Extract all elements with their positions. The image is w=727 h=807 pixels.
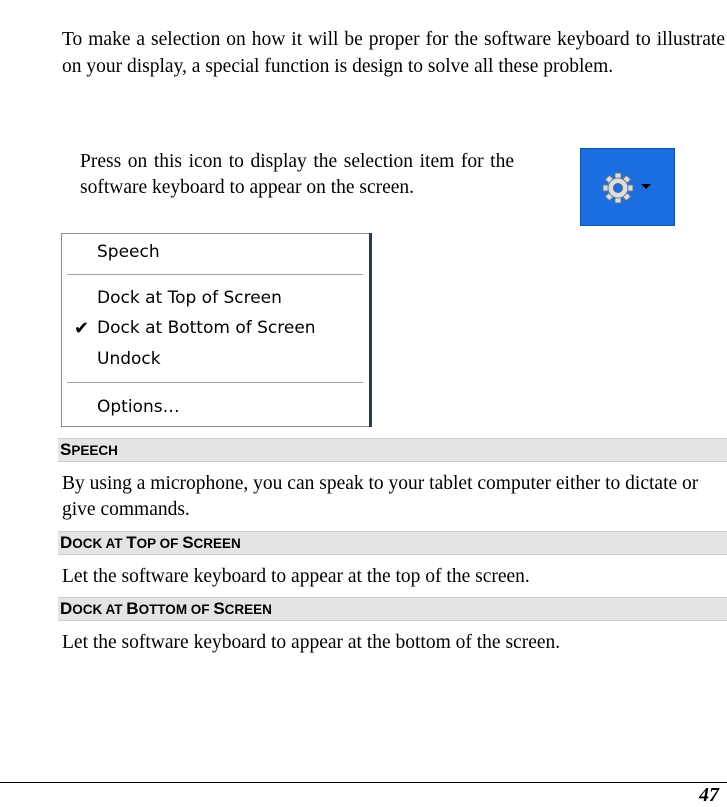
- menu-separator: [67, 274, 363, 275]
- menu-item-speech[interactable]: Speech: [97, 242, 160, 262]
- heading-text: S: [213, 599, 225, 618]
- menu-edge: [369, 233, 372, 427]
- menu-item-dock-bottom[interactable]: Dock at Bottom of Screen: [97, 318, 316, 338]
- intro-paragraph: To make a selection on how it will be proper for the software keyboard to illustrate on your display, a special function is design to solve all these problem.: [62, 29, 725, 77]
- keyboard-options-menu: [61, 233, 370, 427]
- dropdown-arrow-icon: [641, 184, 651, 189]
- heading-text: CREEN: [224, 602, 272, 617]
- keyboard-options-button[interactable]: [580, 148, 675, 226]
- menu-item-undock[interactable]: Undock: [97, 349, 161, 369]
- section-heading-speech: [58, 438, 727, 462]
- menu-item-dock-top[interactable]: Dock at Top of Screen: [97, 288, 282, 308]
- gear-icon: [601, 171, 657, 205]
- heading-text: D: [60, 533, 73, 552]
- checkmark-icon: ✔: [74, 318, 90, 339]
- footer-rule: [0, 782, 727, 783]
- section-body-dock-bottom: Let the software keyboard to appear at the bottom of the screen.: [62, 632, 561, 653]
- heading-text: OCK AT: [72, 602, 127, 617]
- heading-text: S: [182, 533, 194, 552]
- heading-text: T: [126, 533, 137, 552]
- heading-text: CREEN: [193, 536, 241, 551]
- heading-text: PEECH: [71, 443, 118, 458]
- section-body-speech: By using a microphone, you can speak to your tablet computer either to dictate or give commands.: [62, 473, 699, 520]
- instruction-paragraph: Press on this icon to display the selection item for the software keyboard to appear on the screen.: [80, 151, 514, 198]
- heading-text: D: [60, 599, 73, 618]
- heading-text: B: [126, 599, 139, 618]
- section-heading-dock-top: [58, 531, 727, 555]
- section-body-dock-top: Let the software keyboard to appear at the top of the screen.: [62, 566, 530, 587]
- menu-item-options[interactable]: Options…: [97, 397, 180, 417]
- heading-text: OCK AT: [72, 536, 127, 551]
- page-number: 47: [699, 784, 719, 806]
- heading-text: OTTOM OF: [138, 602, 214, 617]
- heading-text: S: [60, 440, 72, 459]
- section-heading-dock-bottom: [58, 597, 727, 621]
- menu-separator: [67, 382, 363, 383]
- heading-text: OP OF: [136, 536, 183, 551]
